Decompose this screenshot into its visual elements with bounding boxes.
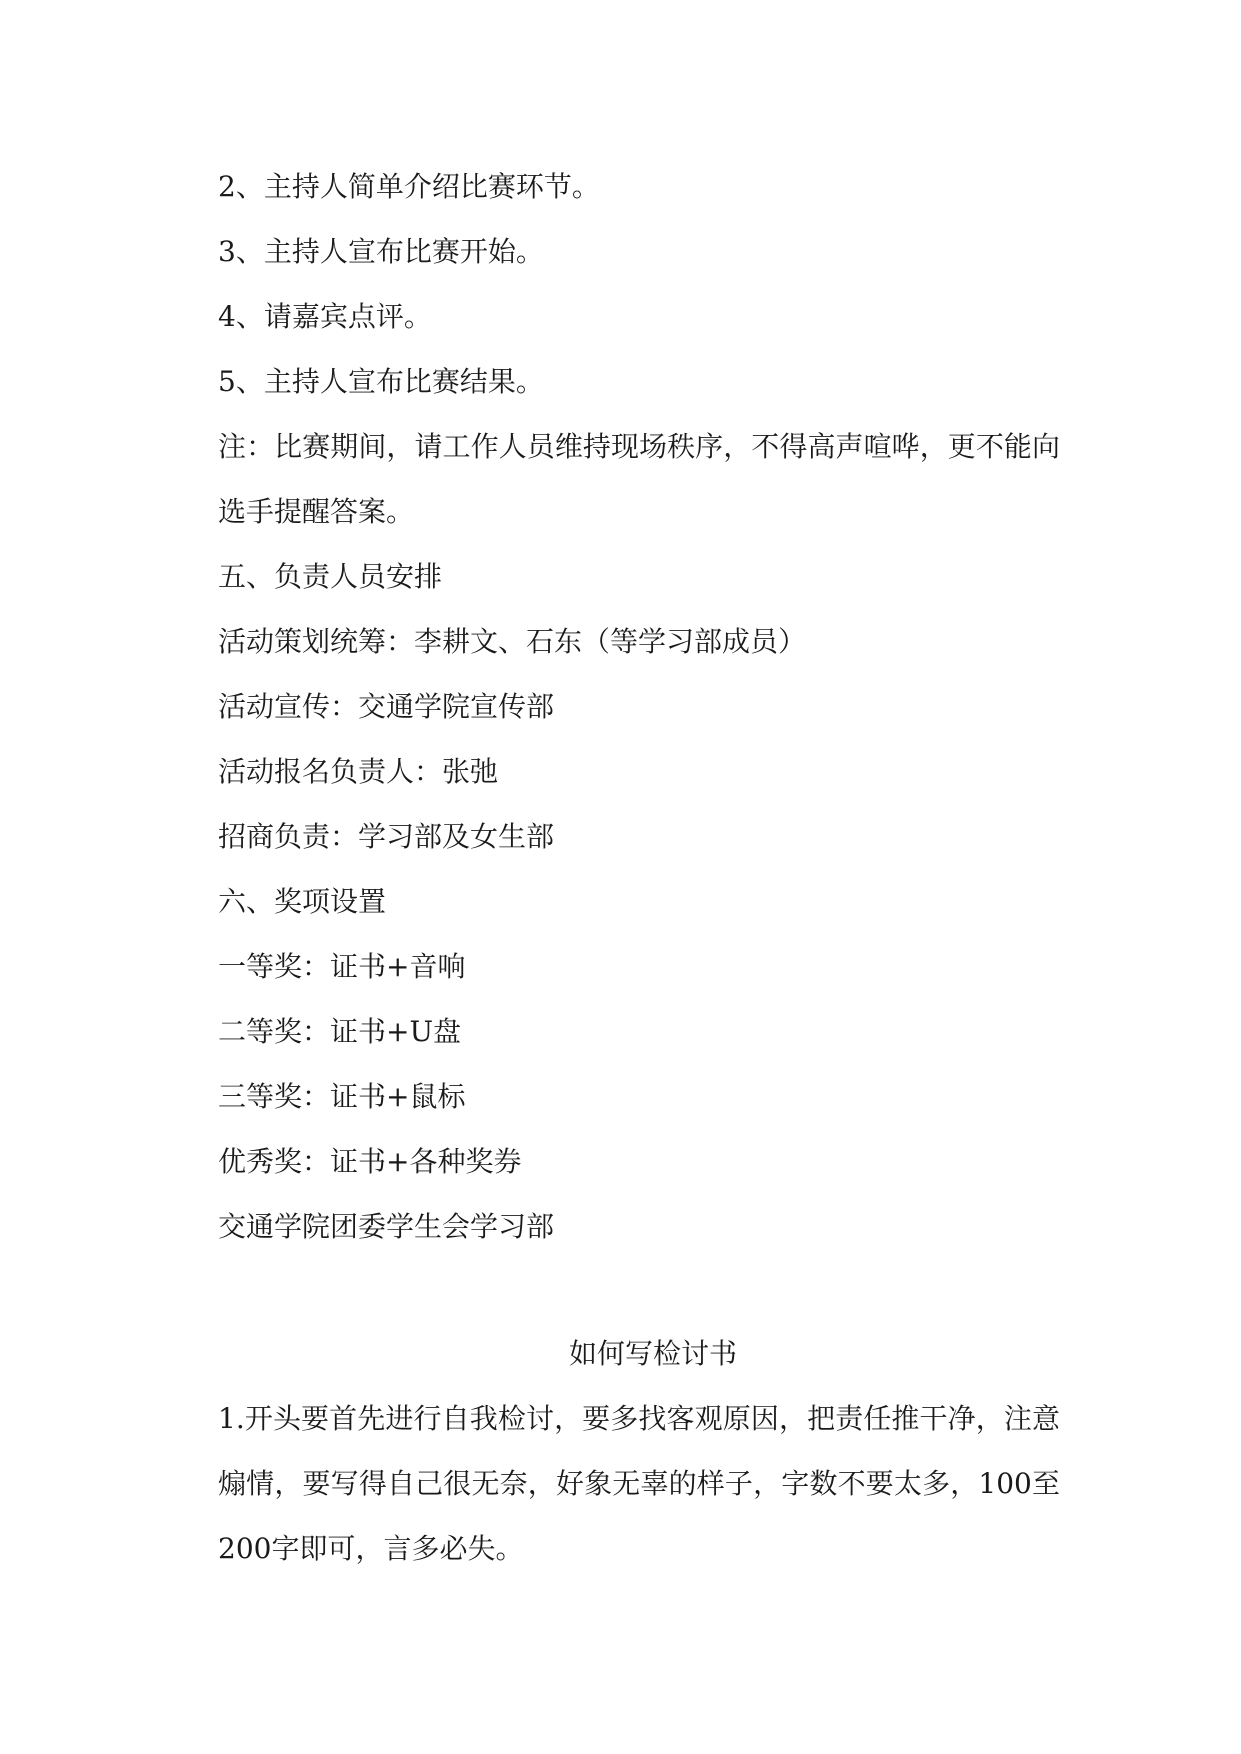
article-paragraph: 1.开头要首先进行自我检讨，要多找客观原因，把责任推干净，注意煽情，要写得自己很无奈，好象无辜的样子，字数不要太多，100至200字即可，言多必失。 [218, 1402, 1060, 1565]
publicity-line: 活动宣传：交通学院宣传部 [218, 690, 555, 723]
note-paragraph: 注：比赛期间，请工作人员维持现场秩序，不得高声喧哗，更不能向选手提醒答案。 [218, 430, 1060, 528]
sponsorship-line: 招商负责：学习部及女生部 [218, 820, 555, 853]
signature-line: 交通学院团委学生会学习部 [218, 1210, 555, 1243]
planning-line: 活动策划统筹：李耕文、石东（等学习部成员） [218, 625, 807, 658]
section-5-heading: 五、负责人员安排 [218, 560, 443, 593]
step-2-line: 2、主持人简单介绍比赛环节。 [218, 170, 600, 203]
step-5-line: 5、主持人宣布比赛结果。 [218, 365, 544, 398]
article-title: 如何写检讨书 [568, 1337, 737, 1370]
document-body [190, 154, 1060, 1581]
section-spacer [190, 1259, 1060, 1321]
second-prize-line: 二等奖：证书+U盘 [218, 1015, 462, 1048]
registration-line: 活动报名负责人：张弛 [218, 755, 499, 788]
third-prize-line: 三等奖：证书+鼠标 [218, 1080, 466, 1113]
step-4-line: 4、请嘉宾点评。 [218, 300, 432, 333]
first-prize-line: 一等奖：证书+音响 [218, 950, 466, 983]
step-3-line: 3、主持人宣布比赛开始。 [218, 235, 544, 268]
section-6-heading: 六、奖项设置 [218, 885, 387, 918]
excellence-prize-line: 优秀奖：证书+各种奖券 [218, 1145, 522, 1178]
